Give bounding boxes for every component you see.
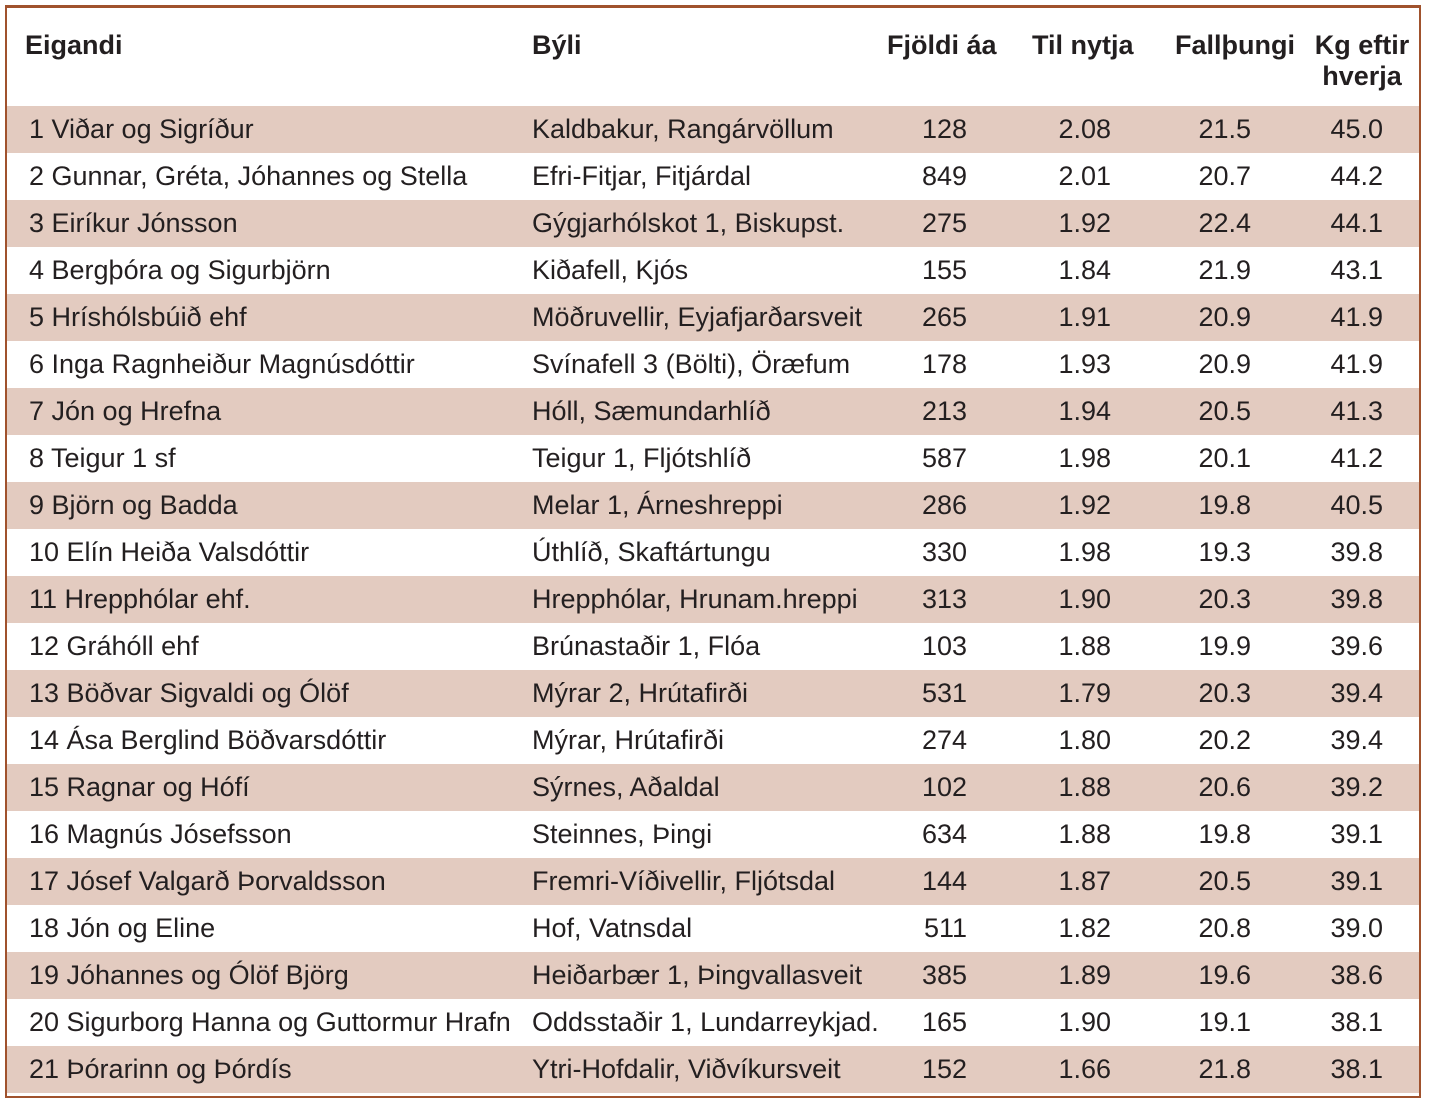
cell-farm: Mýrar 2, Hrútafirði bbox=[532, 678, 749, 708]
cell-carcass-weight: 20.6 bbox=[1198, 772, 1251, 802]
cell-farm: Steinnes, Þingi bbox=[532, 819, 713, 849]
cell-farm: Kiðafell, Kjós bbox=[532, 255, 689, 285]
cell-kg-per-ewe: 41.9 bbox=[1330, 302, 1383, 332]
cell-farm: Sýrnes, Aðaldal bbox=[532, 772, 720, 802]
table-row bbox=[7, 482, 1419, 529]
cell-carcass-weight: 20.3 bbox=[1198, 678, 1251, 708]
cell-carcass-weight: 20.8 bbox=[1198, 913, 1251, 943]
cell-ewe-count: 102 bbox=[921, 772, 967, 802]
table-row bbox=[7, 905, 1419, 952]
cell-farm: Ytri-Hofdalir, Viðvíkursveit bbox=[532, 1054, 841, 1084]
cell-farm: Efri-Fitjar, Fitjárdal bbox=[532, 161, 752, 191]
cell-in-use: 1.98 bbox=[1058, 443, 1111, 473]
cell-kg-per-ewe: 40.5 bbox=[1330, 490, 1383, 520]
cell-carcass-weight: 20.9 bbox=[1198, 302, 1251, 332]
header-farm: Býli bbox=[532, 30, 582, 60]
cell-owner: 15 Ragnar og Hófí bbox=[29, 772, 250, 802]
cell-carcass-weight: 19.1 bbox=[1198, 1007, 1251, 1037]
cell-farm: Möðruvellir, Eyjafjarðarsveit bbox=[532, 302, 863, 332]
cell-in-use: 1.89 bbox=[1058, 960, 1111, 990]
cell-owner: 4 Bergþóra og Sigurbjörn bbox=[29, 255, 331, 285]
cell-carcass-weight: 20.1 bbox=[1198, 443, 1251, 473]
table-row bbox=[7, 153, 1419, 200]
cell-carcass-weight: 20.5 bbox=[1198, 396, 1251, 426]
cell-kg-per-ewe: 44.2 bbox=[1330, 161, 1383, 191]
table-row bbox=[7, 811, 1419, 858]
cell-carcass-weight: 22.4 bbox=[1198, 208, 1251, 238]
cell-farm: Teigur 1, Fljótshlíð bbox=[532, 443, 752, 473]
cell-ewe-count: 330 bbox=[921, 537, 967, 567]
cell-owner: 11 Hrepphólar ehf. bbox=[29, 584, 251, 614]
table-row bbox=[7, 717, 1419, 764]
cell-in-use: 1.80 bbox=[1058, 725, 1111, 755]
table-row bbox=[7, 294, 1419, 341]
cell-in-use: 1.91 bbox=[1058, 302, 1111, 332]
cell-ewe-count: 103 bbox=[921, 631, 967, 661]
cell-in-use: 2.01 bbox=[1058, 161, 1111, 191]
cell-carcass-weight: 20.7 bbox=[1198, 161, 1251, 191]
table-row bbox=[7, 576, 1419, 623]
cell-ewe-count: 587 bbox=[921, 443, 967, 473]
cell-ewe-count: 155 bbox=[921, 255, 967, 285]
cell-carcass-weight: 21.5 bbox=[1198, 114, 1251, 144]
cell-carcass-weight: 21.9 bbox=[1198, 255, 1251, 285]
cell-kg-per-ewe: 41.3 bbox=[1330, 396, 1383, 426]
cell-owner: 2 Gunnar, Gréta, Jóhannes og Stella bbox=[29, 161, 468, 191]
cell-in-use: 1.82 bbox=[1058, 913, 1111, 943]
table-row bbox=[7, 764, 1419, 811]
cell-owner: 19 Jóhannes og Ólöf Björg bbox=[29, 960, 349, 990]
cell-in-use: 1.84 bbox=[1058, 255, 1111, 285]
cell-kg-per-ewe: 45.0 bbox=[1330, 114, 1383, 144]
header-in-use: Til nytja bbox=[1032, 30, 1134, 60]
cell-kg-per-ewe: 39.0 bbox=[1330, 913, 1383, 943]
cell-kg-per-ewe: 39.8 bbox=[1330, 537, 1383, 567]
cell-owner: 5 Hríshólsbúið ehf bbox=[29, 302, 247, 332]
table-row bbox=[7, 341, 1419, 388]
cell-owner: 16 Magnús Jósefsson bbox=[29, 819, 292, 849]
table-body bbox=[7, 106, 1419, 1093]
cell-ewe-count: 275 bbox=[921, 208, 967, 238]
cell-farm: Heiðarbær 1, Þingvallasveit bbox=[532, 960, 863, 990]
table-row bbox=[7, 388, 1419, 435]
cell-owner: 10 Elín Heiða Valsdóttir bbox=[29, 537, 310, 567]
cell-ewe-count: 213 bbox=[921, 396, 967, 426]
cell-ewe-count: 274 bbox=[921, 725, 967, 755]
table-row bbox=[7, 1046, 1419, 1093]
cell-in-use: 1.94 bbox=[1058, 396, 1111, 426]
cell-kg-per-ewe: 39.6 bbox=[1330, 631, 1383, 661]
cell-in-use: 1.66 bbox=[1058, 1054, 1111, 1084]
cell-in-use: 1.88 bbox=[1058, 631, 1111, 661]
cell-owner: 3 Eiríkur Jónsson bbox=[29, 208, 238, 238]
cell-kg-per-ewe: 39.4 bbox=[1330, 725, 1383, 755]
table-row bbox=[7, 106, 1419, 153]
cell-ewe-count: 634 bbox=[921, 819, 967, 849]
cell-kg-per-ewe: 39.1 bbox=[1330, 819, 1383, 849]
cell-farm: Úthlíð, Skaftártungu bbox=[532, 537, 771, 567]
cell-carcass-weight: 21.8 bbox=[1198, 1054, 1251, 1084]
cell-carcass-weight: 19.6 bbox=[1198, 960, 1251, 990]
cell-farm: Gýgjarhólskot 1, Biskupst. bbox=[532, 208, 845, 238]
cell-kg-per-ewe: 41.9 bbox=[1330, 349, 1383, 379]
table-row bbox=[7, 247, 1419, 294]
header-kg-per-ewe: Kg eftir hverja bbox=[1314, 30, 1410, 91]
cell-kg-per-ewe: 44.1 bbox=[1330, 208, 1383, 238]
cell-carcass-weight: 20.2 bbox=[1198, 725, 1251, 755]
cell-ewe-count: 144 bbox=[921, 866, 967, 896]
cell-owner: 20 Sigurborg Hanna og Guttormur Hrafn bbox=[29, 1007, 511, 1037]
cell-ewe-count: 385 bbox=[921, 960, 967, 990]
cell-owner: 7 Jón og Hrefna bbox=[29, 396, 222, 426]
cell-in-use: 1.92 bbox=[1058, 208, 1111, 238]
cell-in-use: 1.87 bbox=[1058, 866, 1111, 896]
cell-ewe-count: 265 bbox=[921, 302, 967, 332]
cell-ewe-count: 511 bbox=[923, 913, 967, 943]
cell-farm: Hof, Vatnsdal bbox=[532, 913, 693, 943]
cell-ewe-count: 531 bbox=[921, 678, 967, 708]
cell-kg-per-ewe: 38.1 bbox=[1330, 1007, 1383, 1037]
cell-ewe-count: 178 bbox=[921, 349, 967, 379]
cell-ewe-count: 849 bbox=[921, 161, 967, 191]
cell-carcass-weight: 19.8 bbox=[1198, 819, 1251, 849]
cell-farm: Melar 1, Árneshreppi bbox=[532, 490, 783, 520]
table-row bbox=[7, 952, 1419, 999]
cell-farm: Fremri-Víðivellir, Fljótsdal bbox=[532, 866, 836, 896]
table-row bbox=[7, 623, 1419, 670]
cell-farm: Svínafell 3 (Bölti), Öræfum bbox=[532, 349, 851, 379]
cell-in-use: 1.88 bbox=[1058, 772, 1111, 802]
results-table bbox=[5, 5, 1421, 1098]
cell-ewe-count: 165 bbox=[921, 1007, 967, 1037]
header-owner: Eigandi bbox=[25, 30, 123, 60]
cell-farm: Mýrar, Hrútafirði bbox=[532, 725, 725, 755]
cell-farm: Brúnastaðir 1, Flóa bbox=[532, 631, 761, 661]
cell-owner: 18 Jón og Eline bbox=[29, 913, 216, 943]
cell-carcass-weight: 20.3 bbox=[1198, 584, 1251, 614]
cell-kg-per-ewe: 38.6 bbox=[1330, 960, 1383, 990]
cell-owner: 14 Ása Berglind Böðvarsdóttir bbox=[29, 725, 387, 755]
table-row bbox=[7, 529, 1419, 576]
table-row bbox=[7, 670, 1419, 717]
cell-ewe-count: 286 bbox=[921, 490, 967, 520]
cell-in-use: 1.90 bbox=[1058, 1007, 1111, 1037]
cell-owner: 21 Þórarinn og Þórdís bbox=[29, 1054, 292, 1084]
cell-carcass-weight: 20.9 bbox=[1198, 349, 1251, 379]
cell-in-use: 1.98 bbox=[1058, 537, 1111, 567]
cell-kg-per-ewe: 38.1 bbox=[1330, 1054, 1383, 1084]
cell-carcass-weight: 19.3 bbox=[1198, 537, 1251, 567]
cell-in-use: 2.08 bbox=[1058, 114, 1111, 144]
cell-in-use: 1.90 bbox=[1058, 584, 1111, 614]
cell-kg-per-ewe: 39.4 bbox=[1330, 678, 1383, 708]
cell-kg-per-ewe: 41.2 bbox=[1330, 443, 1383, 473]
cell-kg-per-ewe: 39.1 bbox=[1330, 866, 1383, 896]
cell-owner: 13 Böðvar Sigvaldi og Ólöf bbox=[29, 678, 349, 708]
cell-farm: Kaldbakur, Rangárvöllum bbox=[532, 114, 834, 144]
cell-carcass-weight: 19.9 bbox=[1198, 631, 1251, 661]
cell-carcass-weight: 20.5 bbox=[1198, 866, 1251, 896]
cell-kg-per-ewe: 43.1 bbox=[1330, 255, 1383, 285]
cell-farm: Hrepphólar, Hrunam.hreppi bbox=[532, 584, 858, 614]
table-header bbox=[7, 8, 1419, 106]
cell-carcass-weight: 19.8 bbox=[1198, 490, 1251, 520]
cell-in-use: 1.88 bbox=[1058, 819, 1111, 849]
cell-owner: 6 Inga Ragnheiður Magnúsdóttir bbox=[29, 349, 415, 379]
table-row bbox=[7, 435, 1419, 482]
cell-owner: 17 Jósef Valgarð Þorvaldsson bbox=[29, 866, 386, 896]
cell-farm: Oddsstaðir 1, Lundarreykjad. bbox=[532, 1007, 879, 1037]
cell-kg-per-ewe: 39.2 bbox=[1330, 772, 1383, 802]
cell-in-use: 1.93 bbox=[1058, 349, 1111, 379]
cell-ewe-count: 152 bbox=[921, 1054, 967, 1084]
table-row bbox=[7, 200, 1419, 247]
table-row bbox=[7, 999, 1419, 1046]
cell-farm: Hóll, Sæmundarhlíð bbox=[532, 396, 771, 426]
cell-owner: 8 Teigur 1 sf bbox=[29, 443, 176, 473]
cell-in-use: 1.92 bbox=[1058, 490, 1111, 520]
cell-owner: 1 Viðar og Sigríður bbox=[29, 114, 254, 144]
cell-ewe-count: 313 bbox=[921, 584, 967, 614]
header-ewe-count: Fjöldi áa bbox=[887, 30, 997, 60]
cell-kg-per-ewe: 39.8 bbox=[1330, 584, 1383, 614]
header-carcass-weight: Fallþungi bbox=[1175, 30, 1295, 60]
cell-in-use: 1.79 bbox=[1058, 678, 1111, 708]
cell-owner: 9 Björn og Badda bbox=[29, 490, 238, 520]
cell-owner: 12 Gráhóll ehf bbox=[29, 631, 199, 661]
table-row bbox=[7, 858, 1419, 905]
cell-ewe-count: 128 bbox=[921, 114, 967, 144]
